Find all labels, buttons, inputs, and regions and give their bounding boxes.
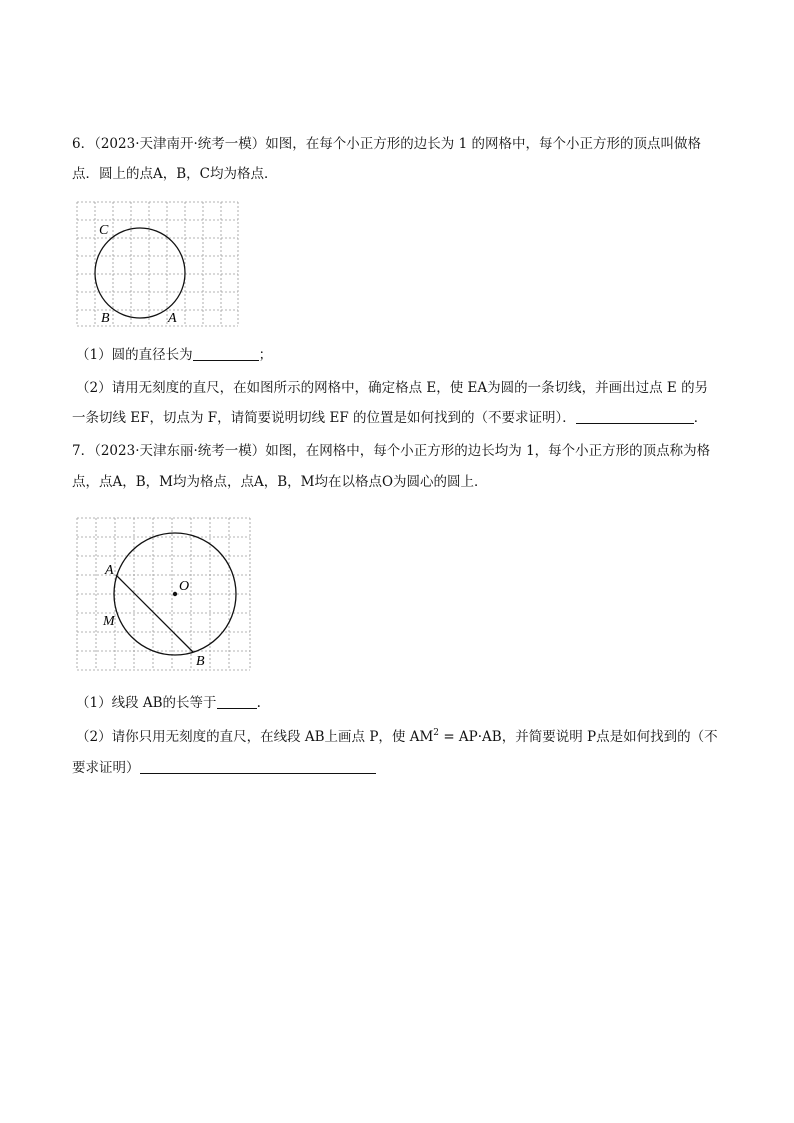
q6-label-b: B	[101, 311, 110, 326]
q6-part1-answer-blank[interactable]	[193, 346, 259, 361]
q6-part2-line1: （2）请用无刻度的直尺，在如图所示的网格中，确定格点 E，使 EA为圆的一条切线，并画出过点 E 的另	[76, 380, 709, 396]
q7-part2-line2-wrap	[72, 758, 376, 778]
q6-part2-line2: 一条切线 EF，切点为 F，请简要说明切线 EF 的位置是如何找到的（不要求证明）．	[72, 410, 576, 426]
q7-label-b: B	[196, 654, 205, 669]
q7-label-a: A	[105, 563, 114, 578]
q7-label-m: M	[103, 614, 115, 629]
q7-part2-answer-blank[interactable]	[140, 759, 376, 774]
q6-part2-answer-blank[interactable]	[576, 409, 694, 424]
q7-stem-line2: 点，点A，B，M均为格点，点A，B，M均在以格点O为圆心的圆上．	[72, 474, 488, 490]
q6-part1-prefix: （1）圆的直径长为	[76, 347, 193, 363]
q6-circle	[95, 228, 185, 318]
q7-label-o: O	[179, 579, 190, 594]
q6-stem-line2: 点．圆上的点A，B，C均为格点．	[72, 166, 278, 182]
q7-part2-part1: （2）请你只用无刻度的直尺，在线段 AB上画点 P，使 AM	[76, 729, 434, 745]
q6-part1-suffix: ；	[258, 347, 273, 363]
q7-part1	[76, 693, 261, 713]
q7-center-dot	[173, 592, 177, 596]
q6-stem-line1: 6．（2023·天津南开·统考一模）如图，在每个小正方形的边长为 1 的网格中，每个小正方形的顶点叫做格	[72, 136, 701, 152]
q7-part1-answer-blank[interactable]	[217, 694, 257, 709]
q7-part2-line1	[76, 727, 718, 747]
q6-part2-line2-wrap	[72, 408, 707, 428]
q7-figure	[72, 512, 258, 672]
q7-stem-line1: 7．（2023·天津东丽·统考一模）如图，在网格中，每个小正方形的边长均为 1，每个小正方形的顶点称为格	[72, 443, 711, 459]
q6-part1	[76, 345, 272, 365]
q7-part1-prefix: （1）线段 AB的长等于	[76, 695, 217, 711]
q6-label-a: A	[168, 311, 177, 326]
q7-part1-suffix: .	[256, 695, 261, 711]
q6-part2-suffix: ．	[693, 410, 708, 426]
q6-label-c: C	[99, 223, 109, 238]
q7-part2-sup: 2	[433, 728, 440, 738]
q6-figure	[72, 198, 242, 330]
q7-part2-line2: 要求证明）	[72, 760, 140, 776]
q7-part2-part2: = AP·AB，并简要说明 P点是如何找到的（不	[439, 729, 718, 745]
